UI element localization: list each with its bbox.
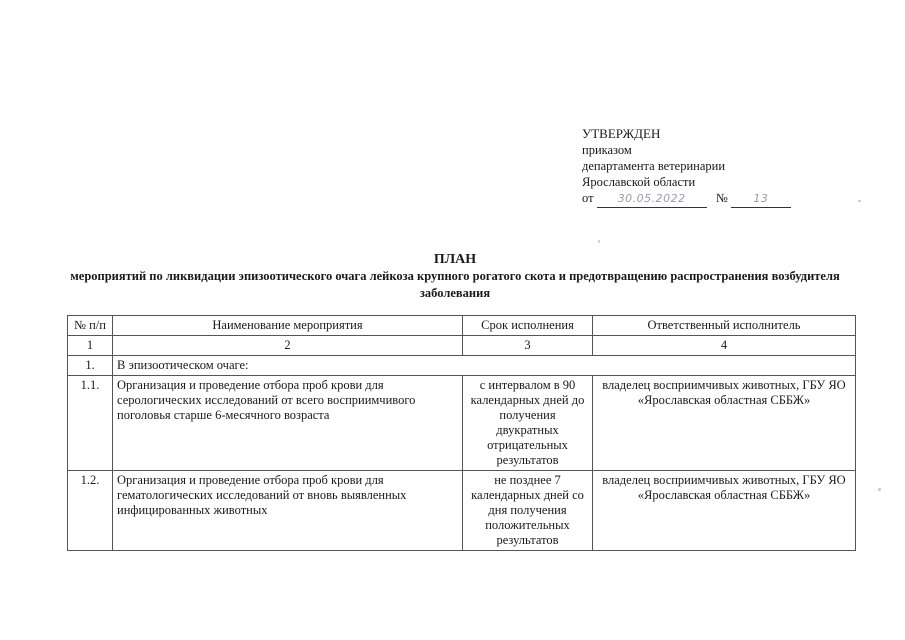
approval-line-3: Ярославской области bbox=[582, 175, 696, 189]
approval-number: 13 bbox=[753, 192, 769, 205]
document-title: ПЛАН bbox=[433, 252, 477, 267]
approval-stamp-block bbox=[582, 126, 791, 208]
header-number: № п/п bbox=[68, 316, 113, 336]
approval-number-label: № bbox=[715, 191, 728, 205]
section-title: В эпизоотическом очаге: bbox=[113, 356, 856, 376]
table-row bbox=[68, 376, 856, 471]
column-number-2: 2 bbox=[113, 336, 463, 356]
column-number-3: 3 bbox=[463, 336, 593, 356]
row-action: Организация и проведение отбора проб крови для серологических исследований от всего восприимчивого поголовья старше 6-месячного возраста bbox=[113, 376, 463, 471]
row-term: не позднее 7 календарных дней со дня получения положительных результатов bbox=[463, 471, 593, 551]
row-responsible: владелец восприимчивых животных, ГБУ ЯО «Ярославская областная СББЖ» bbox=[593, 471, 856, 551]
row-number: 1.2. bbox=[68, 471, 113, 551]
row-number: 1.1. bbox=[68, 376, 113, 471]
header-responsible: Ответственный исполнитель bbox=[593, 316, 856, 336]
table-section-row bbox=[68, 356, 856, 376]
column-number-4: 4 bbox=[593, 336, 856, 356]
row-term: с интервалом в 90 календарных дней до получения двукратных отрицательных результатов bbox=[463, 376, 593, 471]
approval-from-label: от bbox=[582, 191, 594, 205]
row-responsible: владелец восприимчивых животных, ГБУ ЯО «Ярославская областная СББЖ» bbox=[593, 376, 856, 471]
approval-line-2: департамента ветеринарии bbox=[582, 159, 726, 173]
header-action: Наименование мероприятия bbox=[113, 316, 463, 336]
scan-speck bbox=[878, 488, 881, 491]
row-action: Организация и проведение отбора проб крови для гематологических исследований от вновь выявленных инфицированных животных bbox=[113, 471, 463, 551]
section-number: 1. bbox=[68, 356, 113, 376]
approval-date-field bbox=[597, 190, 707, 208]
approval-date: 30.05.2022 bbox=[617, 192, 686, 205]
scan-speck bbox=[858, 200, 861, 202]
table-header-row bbox=[68, 316, 856, 336]
table-column-number-row bbox=[68, 336, 856, 356]
table-row bbox=[68, 471, 856, 551]
approval-date-line bbox=[582, 190, 791, 208]
header-term: Срок исполнения bbox=[463, 316, 593, 336]
scan-speck bbox=[598, 240, 600, 243]
column-number-1: 1 bbox=[68, 336, 113, 356]
document-subtitle: мероприятий по ликвидации эпизоотического очага лейкоза крупного рогатого скота и предотвращению распространения возбудителя заболевания bbox=[70, 269, 840, 300]
approval-number-field bbox=[731, 190, 791, 208]
approval-line-1: приказом bbox=[582, 143, 632, 157]
approval-heading: УТВЕРЖДЕН bbox=[582, 126, 661, 141]
plan-table bbox=[67, 315, 856, 551]
